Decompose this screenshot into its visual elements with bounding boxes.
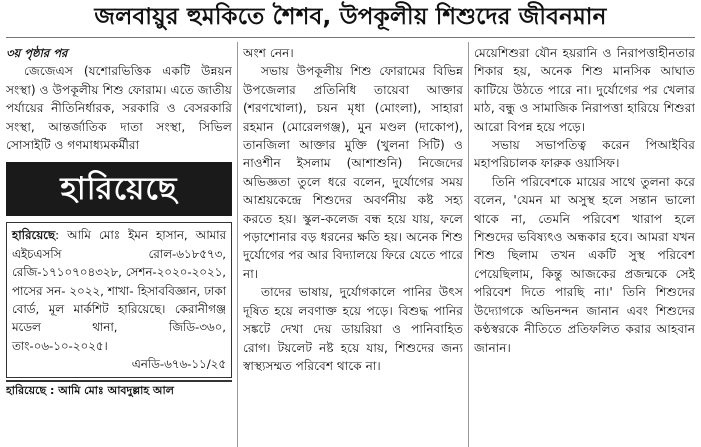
col3-paragraph-1: মেয়েশিশুরা যৌন হয়রানি ও নিরাপত্তাহীনতার শিকার হয়, অনেক শিশু মানসিক আঘাত কাটিয়ে উঠতে পারে না। দুর্যোগের পর খেলার মাঠ, বন্ধু ও সামাজিক নিরাপত্তা হারিয়ে শিশুরা আরো বিপন্ন হয়ে পড়ে। bbox=[474, 46, 695, 134]
classified-ad bbox=[6, 222, 232, 377]
column-divider-2 bbox=[468, 42, 469, 447]
classified-code: এনডি-৬৭৬-১১/২৫ bbox=[131, 357, 226, 372]
classified-text: : আমি মোঃ ইমন হাসান, আমার এইচএসসি রোল-৬১৮৫৭৩, রেজি-১৭১০৭০৪৩২৮, সেশন-২০২০-২০২১, পাসের সন- ২০২২, শাখা- হিসাববিজ্ঞান, ঢাকা বোর্ড, মূল মার্কশিট হারিয়েছে। কেরানীগঞ্জ মডেল থানা, জিডি-৩৬০, তাং-০৬-১০-২০২৫। bbox=[12, 228, 226, 353]
column-2 bbox=[243, 44, 463, 447]
column-divider-1 bbox=[237, 42, 238, 447]
next-classified: হারিয়েছে : আমি মোঃ আবদুল্লাহ আল bbox=[6, 380, 232, 400]
classified-lead: হারিয়েছে bbox=[12, 228, 56, 243]
headline-rule bbox=[6, 37, 695, 38]
col3-paragraph-2: সভায় সভাপতিত্ব করেন পিআইবির মহাপরিচালক ফারুক ওয়াসিফ। bbox=[474, 138, 695, 171]
col2-paragraph-2: সভায় উপকূলীয় শিশু ফোরামের বিভিন্ন উপজেলার প্রতিনিধি তায়েবা আক্তার (শরণখোলা), চয়ন মৃধা (মোংলা), সাহারা রহমান (মোরেলগঞ্জ), মুন মণ্ডল (দাকোপ), তানজিলা আক্তার মুক্তি (খুলনা সিটি) ও নাওশীন ইসলাম (আশাশুনি) নিজেদের অভিজ্ঞতা তুলে ধরে বলেন, দুর্যোগের সময় আশ্রয়কেন্দ্রে শিশুদের অবর্ণনীয় কষ্ট সহ্য করতে হয়। স্কুল-কলেজ বন্ধ হয়ে যায়, ফলে পড়াশোনার বড় ধরনের ক্ষতি হয়। অনেক শিশু দুর্যোগের পর আর বিদ্যালয়ে ফিরে যেতে পারে না। bbox=[243, 64, 463, 281]
headline: জলবায়ুর হুমকিতে শৈশব, উপকূলীয় শিশুদের জীবনমান bbox=[94, 3, 607, 30]
column-3 bbox=[474, 44, 695, 447]
col1-body: জেজেএস (যশোরভিত্তিক একটি উন্নয়ন সংস্থা) ও উপকূলীয় শিশু ফোরাম। এতে জাতীয় পর্যায়ের নীতিনির্ধারক, সরকারি ও বেসরকারি সংস্থা, আন্তর্জাতিক দাতা সংস্থা, সিভিল সোসাইটি ও গণমাধ্যমকর্মীরা bbox=[6, 64, 232, 153]
column-1 bbox=[6, 44, 232, 447]
col2-paragraph-3: তাদের ভাষায়, দুর্যোগকালে পানির উৎস দূষিত হয়ে লবণাক্ত হয়ে পড়ে। বিশুদ্ধ পানির সঙ্কটে দেখা দেয় ডায়রিয়া ও পানিবাহিত রোগ। টয়লেট নষ্ট হয়ে যায়, শিশুদের জন্য স্বাস্থ্যসম্মত পরিবেশ থাকে না। bbox=[243, 285, 463, 373]
col3-paragraph-3: তিনি পরিবেশকে মায়ের সাথে তুলনা করে বলেন, 'যেমন মা অসুস্থ হলে সন্তান ভালো থাকে না, তেমনি পরিবেশ খারাপ হলে শিশুদের ভবিষ্যৎও অন্ধকার হবে। আমরা যখন শিশু ছিলাম তখন একটি সুস্থ পরিবেশ পেয়েছিলাম, কিন্তু আজকের প্রজন্মকে সেই পরিবেশ দিতে পারছি না।' তিনি শিশুদের উদ্যোগকে অভিনন্দন জানান এবং শিশুদের কণ্ঠস্বরকে নীতিতে প্রতিফলিত করার আহবান জানান। bbox=[474, 174, 695, 355]
col2-paragraph-1: অংশ নেন। bbox=[243, 46, 294, 60]
lost-notice-heading: হারিয়েছে bbox=[6, 162, 232, 216]
continuation-label: ৩য় পৃষ্ঠার পর bbox=[6, 46, 68, 60]
